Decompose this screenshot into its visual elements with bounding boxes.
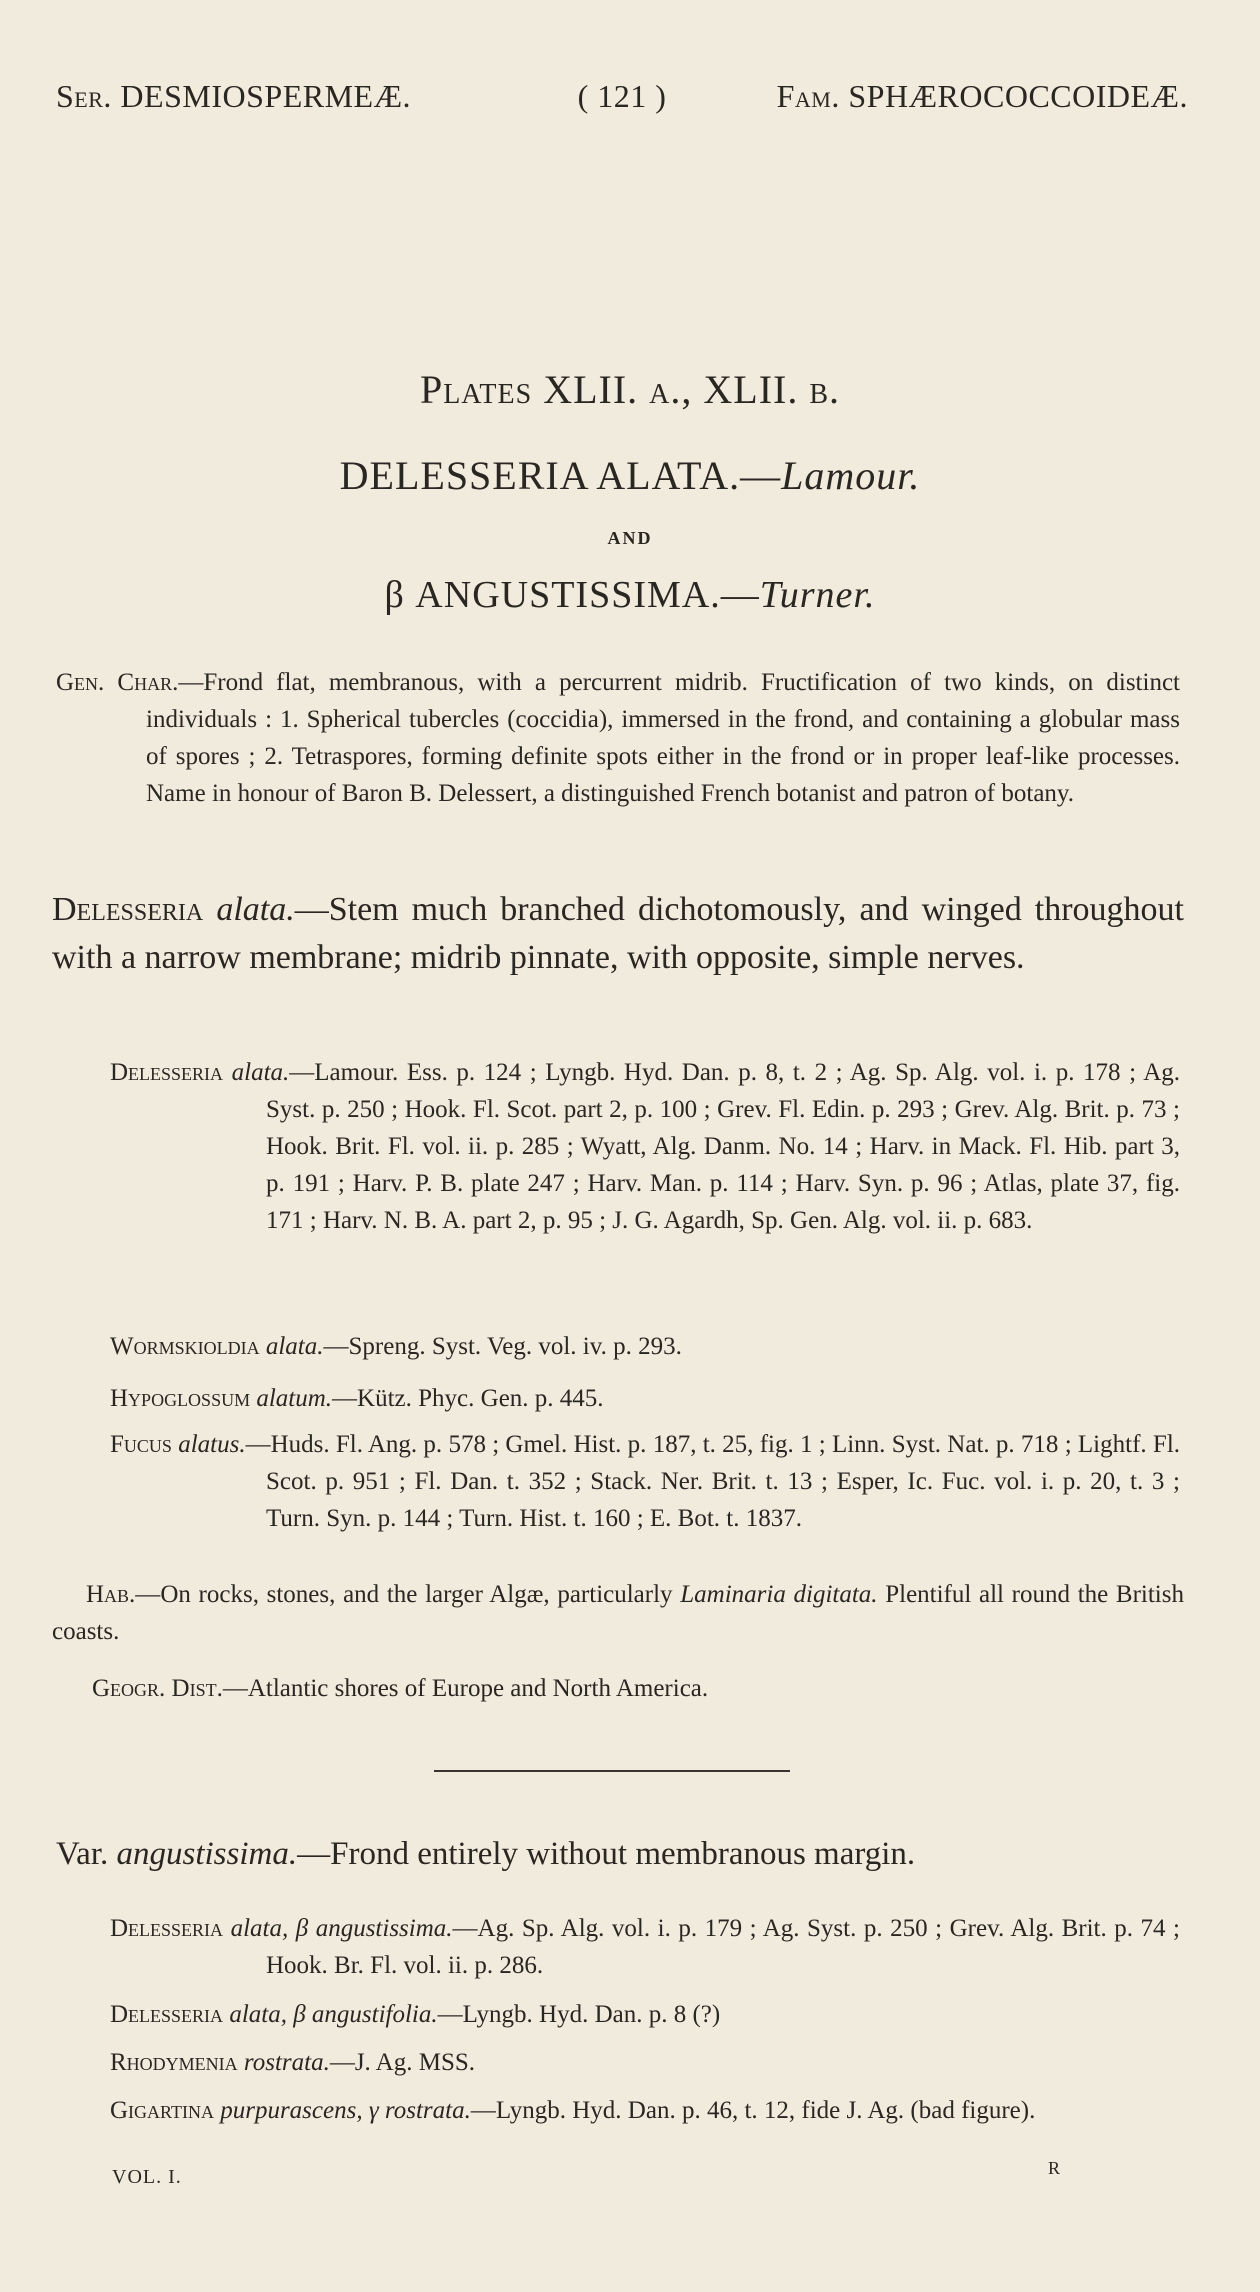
variety-synonym-text: —Ag. Sp. Alg. vol. i. p. 179 ; Ag. Syst. p. 250 ; Grev. Alg. Brit. p. 74 ; Hook. Br. Fl. vol. ii. p. 286. <box>266 1915 1180 1979</box>
variety-synonym-text: —Lyngb. Hyd. Dan. p. 46, t. 12, fide J. Ag. (bad figure). <box>470 2097 1036 2124</box>
synonym-genus: Wormskioldia <box>110 1333 260 1360</box>
variety-description <box>56 1832 1186 1876</box>
geographic-distribution <box>92 1670 1172 1707</box>
habitat-text-b: Plentiful all round the British coasts. <box>52 1581 1184 1645</box>
series-prefix: Ser. <box>56 78 112 114</box>
synonym-genus: Delesseria <box>110 1059 224 1086</box>
variety-synonym-genus: Gigartina <box>110 2097 214 2124</box>
variety-synonym-genus: Rhodymenia <box>110 2049 238 2076</box>
and-connector: AND <box>607 528 653 548</box>
species-description <box>52 886 1184 982</box>
family-prefix: Fam. <box>776 78 840 114</box>
synonym-species: alata. <box>265 1333 324 1360</box>
variety-species: angustissima. <box>116 1836 298 1872</box>
description-text: —Stem much branched dichotomously, and winged throughout with a narrow membrane; midrib pinnate, with opposite, simple nerves. <box>52 891 1184 976</box>
volume-marker: VOL. I. <box>112 2166 182 2188</box>
synonym-text: —Spreng. Syst. Veg. vol. iv. p. 293. <box>323 1333 682 1360</box>
family-name: SPHÆROCOCCOIDEÆ. <box>848 78 1188 114</box>
synonym-text: —Kütz. Phyc. Gen. p. 445. <box>332 1385 604 1412</box>
species-author: Lamour. <box>781 453 921 498</box>
synonym-species: alatus. <box>178 1431 246 1458</box>
synonym-genus: Hypoglossum <box>110 1385 251 1412</box>
variety-synonym-entry <box>110 2044 1180 2081</box>
series-name: DESMIOSPERMEÆ. <box>120 78 412 114</box>
variety-synonym-species: alata, β angustissima. <box>230 1915 453 1942</box>
variety-synonym-text: —Lyngb. Hyd. Dan. p. 8 (?) <box>437 2001 721 2028</box>
geographic-label: Geogr. Dist.— <box>92 1675 248 1702</box>
variety-heading <box>0 573 1260 617</box>
signature-mark: R <box>1048 2158 1061 2178</box>
description-species: alata. <box>216 891 295 928</box>
species-name: DELESSERIA ALATA.— <box>339 453 782 498</box>
geographic-text: Atlantic shores of Europe and North America. <box>247 1675 709 1702</box>
generic-character <box>56 664 1180 812</box>
generic-character-text: Frond flat, membranous, with a percurrent midrib. Fructification of two kinds, on distinct individuals : 1. Spherical tubercles (coccidia), immersed in the frond, and containing a globular mass of spores ; 2. Tetraspores, forming definite spots either in the frond or in proper leaf-like processes. Name in honour of Baron B. Delessert, a distinguished French botanist and patron of botany. <box>146 669 1180 807</box>
variety-synonym-entry <box>110 2092 1180 2129</box>
plates-heading: Plates XLII. a., XLII. b. <box>419 367 841 412</box>
family-heading <box>777 78 1188 115</box>
variety-name: β ANGUSTISSIMA.— <box>384 574 760 616</box>
variety-prefix: Var. <box>56 1836 109 1872</box>
page-number: ( 121 ) <box>577 78 667 114</box>
section-divider <box>434 1770 790 1772</box>
synonym-genus: Fucus <box>110 1431 172 1458</box>
synonym-entry <box>110 1380 1180 1417</box>
habitat <box>52 1576 1184 1650</box>
synonym-species: alatum. <box>256 1385 333 1412</box>
description-genus: Delesseria <box>52 891 204 928</box>
synonym-text: —Lamour. Ess. p. 124 ; Lyngb. Hyd. Dan. p. 8, t. 2 ; Ag. Sp. Alg. vol. i. p. 178 ; Ag. Syst. p. 250 ; Hook. Fl. Scot. part 2, p. 100 ; Grev. Fl. Edin. p. 293 ; Grev. Alg. Brit. p. 73 ; Hook. Brit. Fl. vol. ii. p. 285 ; Wyatt, Alg. Danm. No. 14 ; Harv. in Mack. Fl. Hib. part 3, p. 191 ; Harv. P. B. plate 247 ; Harv. Man. p. 114 ; Harv. Syn. p. 96 ; Atlas, plate 37, fig. 171 ; Harv. N. B. A. part 2, p. 95 ; J. G. Agardh, Sp. Gen. Alg. vol. ii. p. 683. <box>266 1059 1181 1234</box>
variety-synonym-species: purpurascens, γ rostrata. <box>220 2097 471 2124</box>
generic-character-label: Gen. Char.— <box>56 669 204 696</box>
variety-author: Turner. <box>759 574 876 616</box>
synonym-entry <box>110 1426 1180 1537</box>
synonym-species: alata. <box>231 1059 290 1086</box>
running-head <box>56 78 1188 122</box>
variety-synonym-genus: Delesseria <box>110 2001 224 2028</box>
variety-synonym-text: —J. Ag. MSS. <box>329 2049 476 2076</box>
variety-text: —Frond entirely without membranous margin. <box>297 1836 916 1872</box>
variety-synonym-species: alata, β angustifolia. <box>229 2001 438 2028</box>
variety-synonym-entry <box>110 1910 1180 1984</box>
synonym-entry <box>110 1328 1180 1365</box>
habitat-species: Laminaria digitata. <box>680 1581 878 1608</box>
variety-synonym-species: rostrata. <box>243 2049 330 2076</box>
species-heading <box>0 452 1260 499</box>
variety-synonym-genus: Delesseria <box>110 1915 224 1942</box>
habitat-label: Hab.— <box>86 1581 161 1608</box>
variety-synonym-entry <box>110 1996 1180 2033</box>
synonym-entry <box>110 1054 1180 1239</box>
synonym-text: —Huds. Fl. Ang. p. 578 ; Gmel. Hist. p. 187, t. 25, fig. 1 ; Linn. Syst. Nat. p. 718 ; Lightf. Fl. Scot. p. 951 ; Fl. Dan. t. 352 ; Stack. Ner. Brit. t. 13 ; Esper, Ic. Fuc. vol. i. p. 20, t. 3 ; Turn. Syn. p. 144 ; Turn. Hist. t. 160 ; E. Bot. t. 1837. <box>245 1431 1181 1532</box>
habitat-text-a: On rocks, stones, and the larger Algæ, particularly <box>160 1581 681 1608</box>
